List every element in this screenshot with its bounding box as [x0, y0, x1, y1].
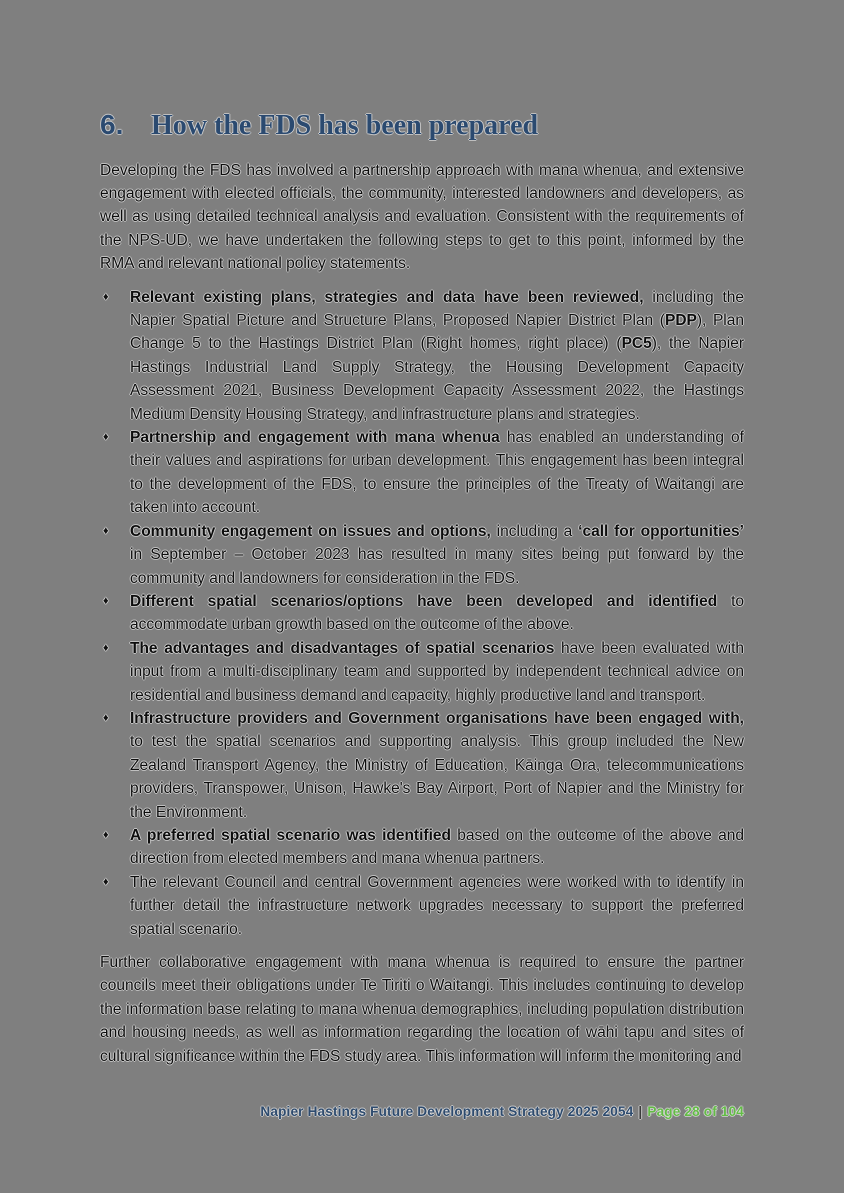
bullet-text — [130, 593, 744, 633]
bullet-text-segment: The advantages and disadvantages of spatial scenarios — [130, 639, 555, 657]
bullet-item — [100, 707, 744, 824]
bullet-text-segment: Different spatial scenarios/options have been developed and identified — [130, 592, 718, 610]
bullet-text — [130, 827, 744, 867]
bullet-item — [100, 286, 744, 426]
bullet-text — [130, 429, 744, 516]
page-content — [100, 108, 744, 1068]
bullet-text-segment: ), the Napier Hastings Industrial Land Supply Strategy, the Housing Development Capacity Assessment 2021, Business Development Capacity Assessment 2022, the Hastings Medium Density Housing Strategy, and infrastructure plans and strategies. — [130, 335, 744, 423]
bullet-diamond-icon: ♦ — [103, 524, 109, 537]
bullet-text-segment: to test the spatial scenarios and supporting analysis. This group included the New Zealand Transport Agency, the Ministry of Education, Kāinga Ora, telecommunications providers, Transpower, Unison, Hawke's Bay Airport, Port of Napier and the Ministry for the Environment. — [130, 733, 744, 821]
bullet-list — [100, 286, 744, 941]
bullet-diamond-icon: ♦ — [103, 641, 109, 654]
bullet-text-segment: including the Napier Spatial Picture and Structure Plans, Proposed Napier District Plan ( — [130, 288, 745, 330]
bullet-text-segment: based on the outcome of the above and direction from elected members and mana whenua partners. — [130, 826, 744, 868]
bullet-text-segment: have been evaluated with input from a multi-disciplinary team and supported by independent technical advice on residential and business demand and capacity, highly productive land and transport. — [130, 639, 745, 704]
bullet-text-segment: ‘call for opportunities’ — [578, 522, 744, 540]
bullet-text-segment: Partnership and engagement with mana whenua — [130, 429, 500, 447]
closing-paragraph: Further collaborative engagement with mana whenua is required to ensure the partner councils meet their obligations under Te Tiriti o Waitangi. This includes continuing to develop the information base relating to mana whenua demographics, including population distribution and housing needs, as well as information regarding the location of wāhi tapu and sites of cultural significance within the FDS study area. This information will inform the monitoring and — [100, 954, 744, 1065]
bullet-diamond-icon: ♦ — [103, 431, 109, 444]
bullet-text-segment: The relevant Council and central Government agencies were worked with to identify in further detail the infrastructure network upgrades necessary to support the preferred spatial scenario. — [130, 873, 744, 938]
bullet-text-segment: Community engagement on issues and options, — [130, 522, 491, 540]
page-footer — [100, 1104, 744, 1119]
section-number: 6. — [100, 109, 124, 140]
bullet-text-segment: Infrastructure providers and Government organisations have been engaged with, — [130, 709, 744, 727]
bullet-text-segment: in September – October 2023 has resulted in many sites being put forward by the community and landowners for consideration in the FDS. — [130, 546, 744, 587]
bullet-item — [100, 824, 744, 871]
bullet-item — [100, 426, 744, 520]
bullet-text-segment: PC5 — [621, 335, 652, 353]
section-title: How the FDS has been prepared — [151, 110, 539, 141]
bullet-item — [100, 520, 744, 590]
bullet-text — [130, 640, 744, 704]
bullet-text-segment: has enabled an understanding of their values and aspirations for urban development. This engagement has been integral to the development of the FDS, to ensure the principles of the Treaty of Waitangi are taken into account. — [130, 429, 744, 517]
bullet-item — [100, 590, 744, 637]
footer-page-number: Page 28 of 104 — [647, 1104, 744, 1119]
bullet-text-segment: to accommodate urban growth based on the outcome of the above. — [130, 592, 745, 634]
bullet-text — [130, 289, 744, 423]
bullet-text — [130, 523, 744, 587]
bullet-text-segment: Relevant existing plans, strategies and data have been reviewed, — [130, 288, 644, 306]
footer-separator: | — [638, 1104, 643, 1119]
bullet-text-segment: ), Plan Change 5 to the Hastings District Plan (Right homes, right place) ( — [130, 312, 744, 353]
bullet-diamond-icon: ♦ — [103, 290, 109, 303]
bullet-item — [100, 637, 744, 707]
bullet-text-segment: PDP — [664, 312, 697, 330]
bullet-diamond-icon: ♦ — [103, 711, 109, 724]
bullet-text — [130, 710, 744, 821]
bullet-diamond-icon: ♦ — [103, 828, 109, 841]
bullet-diamond-icon: ♦ — [103, 875, 109, 888]
bullet-text — [130, 874, 744, 938]
section-heading — [100, 108, 744, 143]
bullet-text-segment: A preferred spatial scenario was identified — [130, 826, 451, 844]
footer-document-title: Napier Hastings Future Development Strategy 2025 2054 — [260, 1104, 634, 1119]
bullet-diamond-icon: ♦ — [103, 594, 109, 607]
bullet-item — [100, 871, 744, 941]
intro-paragraph: Developing the FDS has involved a partnership approach with mana whenua, and extensive engagement with elected officials, the community, interested landowners and developers, as well as using detailed technical analysis and evaluation. Consistent with the requirements of the NPS-UD, we have undertaken the following steps to get to this point, informed by the RMA and relevant national policy statements. — [100, 161, 744, 273]
bullet-text-segment: including a — [490, 522, 579, 540]
